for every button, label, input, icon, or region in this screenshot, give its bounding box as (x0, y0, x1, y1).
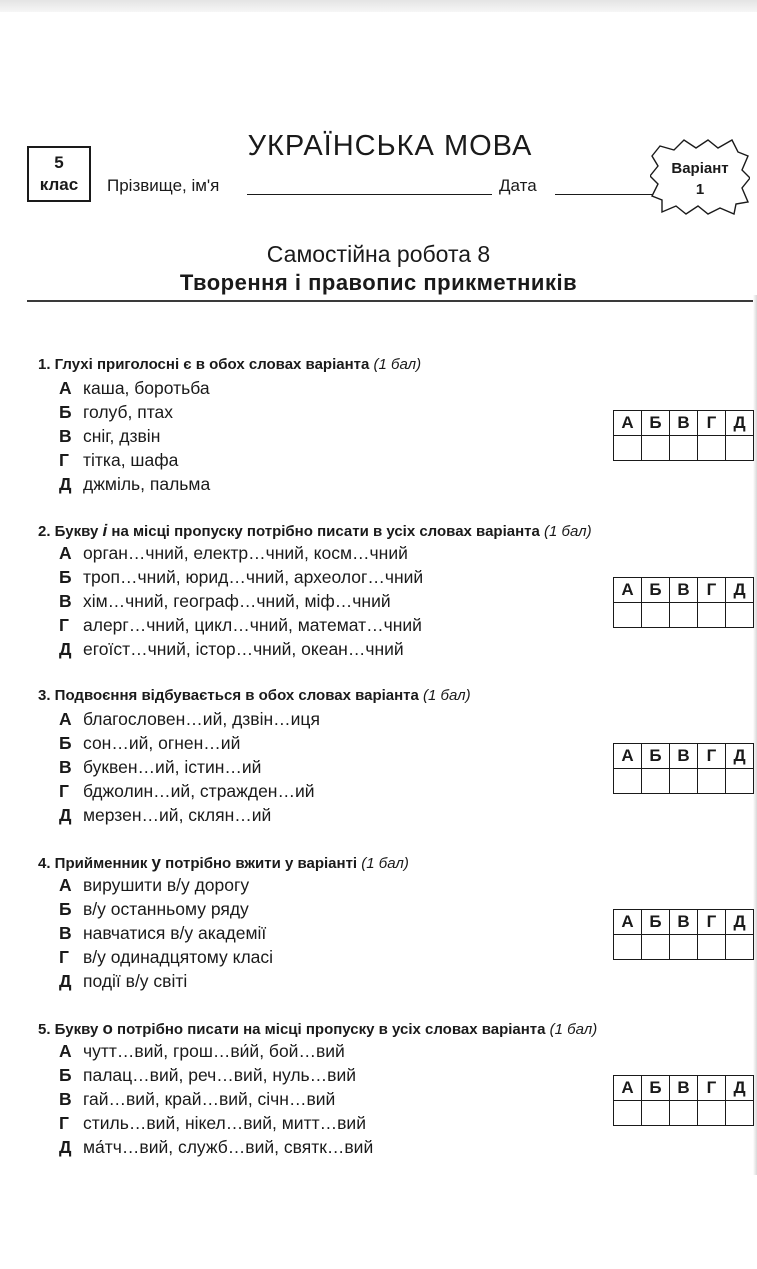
answer-header-a: А (614, 578, 642, 603)
option-text: мерзен…ий, склян…ий (83, 805, 272, 825)
browser-top-bar (0, 0, 757, 12)
title-divider (27, 300, 757, 302)
answer-header-g: Г (698, 910, 726, 935)
option-text: гай…вий, край…вий, січн…вий (83, 1089, 336, 1109)
answer-cell-a[interactable] (614, 603, 642, 628)
question-key-letter: о (102, 1019, 113, 1038)
answer-header-v: В (670, 744, 698, 769)
answer-cell-b[interactable] (642, 436, 670, 461)
question-text: 1. Глухі приголосні є в обох словах варіанта (38, 356, 370, 373)
answer-header-a: А (614, 1076, 642, 1101)
option-a (38, 376, 728, 400)
question-text: 3. Подвоєння відбувається в обох словах варіанта (38, 687, 419, 704)
answer-header-v: В (670, 1076, 698, 1101)
option-text: сон…ий, огнен…ий (83, 733, 241, 753)
subject-title: УКРАЇНСЬКА МОВА (247, 130, 533, 162)
question-text: 2. Букву (38, 523, 99, 540)
answer-cell-b[interactable] (642, 935, 670, 960)
option-text: в/у одинадцятому класі (83, 947, 274, 967)
option-d (38, 969, 728, 993)
answer-cell-d[interactable] (726, 603, 754, 628)
option-text: орган…чний, електр…чний, косм…чний (83, 543, 408, 563)
answer-cell-v[interactable] (670, 1101, 698, 1126)
question-title (38, 687, 728, 707)
option-letter: В (59, 923, 72, 943)
option-text: сніг, дзвін (83, 426, 161, 446)
option-letter: В (59, 426, 72, 446)
answer-header-a: А (614, 744, 642, 769)
option-text: вирушити в/у дорогу (83, 875, 250, 895)
option-text: бджолин…ий, стражден…ий (83, 781, 315, 801)
answer-header-d: Д (726, 1076, 754, 1101)
option-a (38, 707, 728, 731)
work-title: Самостійна робота 8 (266, 241, 491, 267)
answer-cell-v[interactable] (670, 935, 698, 960)
option-letter: Г (59, 450, 69, 470)
option-letter: Б (59, 733, 72, 753)
answer-header-b: Б (642, 578, 670, 603)
question-key-letter: у (151, 853, 161, 872)
question-title (38, 853, 728, 873)
option-letter: Г (59, 1113, 69, 1133)
answer-header-g: Г (698, 744, 726, 769)
answer-cell-v[interactable] (670, 769, 698, 794)
option-a (38, 873, 728, 897)
option-letter: Б (59, 402, 72, 422)
question-text-cont: потрібно вжити у варіанті (165, 855, 358, 872)
question-points: (1 бал) (544, 523, 592, 540)
name-field-line[interactable] (247, 194, 492, 195)
answer-grid-3 (613, 743, 754, 794)
option-letter: Г (59, 615, 69, 635)
answer-header-b: Б (642, 744, 670, 769)
option-a (38, 1039, 728, 1063)
question-title (38, 521, 728, 541)
answer-cell-g[interactable] (698, 769, 726, 794)
option-letter: А (59, 543, 72, 563)
answer-header-d: Д (726, 411, 754, 436)
option-text: навчатися в/у академії (83, 923, 267, 943)
option-text: джміль, пальма (83, 474, 211, 494)
answer-header-v: В (670, 411, 698, 436)
answer-header-b: Б (642, 910, 670, 935)
option-letter: Д (59, 805, 72, 825)
question-text: 5. Букву (38, 1021, 99, 1038)
option-d (38, 472, 728, 496)
option-letter: В (59, 757, 72, 777)
option-text: ма́тч…вий, служб…вий, святк…вий (83, 1137, 374, 1157)
question-points: (1 бал) (373, 356, 422, 373)
option-text: голуб, птах (83, 402, 174, 422)
option-letter: В (59, 591, 72, 611)
option-text: тітка, шафа (83, 450, 179, 470)
question-points: (1 бал) (549, 1021, 598, 1038)
answer-header-g: Г (698, 1076, 726, 1101)
answer-cell-b[interactable] (642, 1101, 670, 1126)
grade-box (27, 146, 91, 202)
question-text-cont: потрібно писати на місці пропуску в усіх словах варіанта (117, 1021, 546, 1038)
answer-header-a: А (614, 910, 642, 935)
work-topic: Творення і правопис прикметників (179, 270, 578, 295)
option-letter: А (59, 875, 72, 895)
answer-header-a: А (614, 411, 642, 436)
grade-label: клас (39, 175, 79, 194)
answer-cell-b[interactable] (642, 769, 670, 794)
option-text: алерг…чний, цикл…чний, математ…чний (83, 615, 422, 635)
option-letter: В (59, 1089, 72, 1109)
option-letter: А (59, 1041, 72, 1061)
option-letter: Д (59, 1137, 72, 1157)
answer-header-b: Б (642, 1076, 670, 1101)
question-text-cont: на місці пропуску потрібно писати в усіх словах варіанта (111, 523, 540, 540)
answer-cell-a[interactable] (614, 436, 642, 461)
option-text: в/у останньому ряду (83, 899, 249, 919)
question-text: 4. Прийменник (38, 855, 148, 872)
answer-grid-5 (613, 1075, 754, 1126)
option-d (38, 1135, 728, 1159)
answer-cell-v[interactable] (670, 436, 698, 461)
option-letter: Г (59, 947, 69, 967)
answer-cell-d[interactable] (726, 769, 754, 794)
answer-header-d: Д (726, 578, 754, 603)
option-letter: Б (59, 1065, 72, 1085)
answer-cell-b[interactable] (642, 603, 670, 628)
date-field-line[interactable] (555, 194, 660, 195)
option-letter: Д (59, 474, 72, 494)
option-letter: А (59, 378, 72, 398)
variant-label: Варіант (671, 160, 729, 177)
option-text: буквен…ий, істин…ий (83, 757, 262, 777)
grade-number: 5 (54, 153, 64, 172)
answer-cell-d[interactable] (726, 935, 754, 960)
question-key-letter: і (102, 521, 108, 540)
answer-header-g: Г (698, 578, 726, 603)
option-a (38, 541, 728, 565)
answer-header-v: В (670, 578, 698, 603)
option-letter: Д (59, 971, 72, 991)
option-letter: Д (59, 639, 72, 659)
answer-cell-g[interactable] (698, 436, 726, 461)
answer-cell-a[interactable] (614, 1101, 642, 1126)
answer-header-v: В (670, 910, 698, 935)
option-d (38, 803, 728, 827)
answer-cell-d[interactable] (726, 436, 754, 461)
option-text: каша, боротьба (83, 378, 210, 398)
answer-header-g: Г (698, 411, 726, 436)
variant-badge (650, 138, 750, 216)
date-label: Дата (499, 176, 537, 195)
question-title (38, 1019, 728, 1039)
name-label: Прізвище, ім'я (107, 176, 220, 195)
question-points: (1 бал) (423, 687, 471, 704)
option-text: хім…чний, географ…чний, міф…чний (83, 591, 391, 611)
option-letter: Г (59, 781, 69, 801)
answer-cell-g[interactable] (698, 603, 726, 628)
option-text: стиль…вий, нікел…вий, митт…вий (83, 1113, 366, 1133)
option-text: троп…чний, юрид…чний, археолог…чний (83, 567, 424, 587)
answer-cell-d[interactable] (726, 1101, 754, 1126)
name-date-row (107, 176, 667, 200)
option-text: благословен…ий, дзвін…иця (83, 709, 320, 729)
answer-header-b: Б (642, 411, 670, 436)
answer-cell-g[interactable] (698, 935, 726, 960)
option-letter: Б (59, 567, 72, 587)
option-text: події в/у світі (83, 971, 188, 991)
answer-grid-1 (613, 410, 754, 461)
answer-header-d: Д (726, 910, 754, 935)
answer-grid-2 (613, 577, 754, 628)
question-points: (1 бал) (361, 855, 409, 872)
option-text: чутт…вий, грош…ви́й, бой…вий (83, 1041, 345, 1061)
option-text: палац…вий, реч…вий, нуль…вий (83, 1065, 357, 1085)
option-text: егоїст…чний, істор…чний, океан…чний (83, 639, 404, 659)
answer-cell-a[interactable] (614, 935, 642, 960)
answer-cell-v[interactable] (670, 603, 698, 628)
answer-cell-a[interactable] (614, 769, 642, 794)
answer-cell-g[interactable] (698, 1101, 726, 1126)
option-letter: Б (59, 899, 72, 919)
option-letter: А (59, 709, 72, 729)
variant-number: 1 (695, 181, 705, 198)
question-title (38, 356, 728, 376)
answer-header-d: Д (726, 744, 754, 769)
answer-grid-4 (613, 909, 754, 960)
option-d (38, 637, 728, 661)
